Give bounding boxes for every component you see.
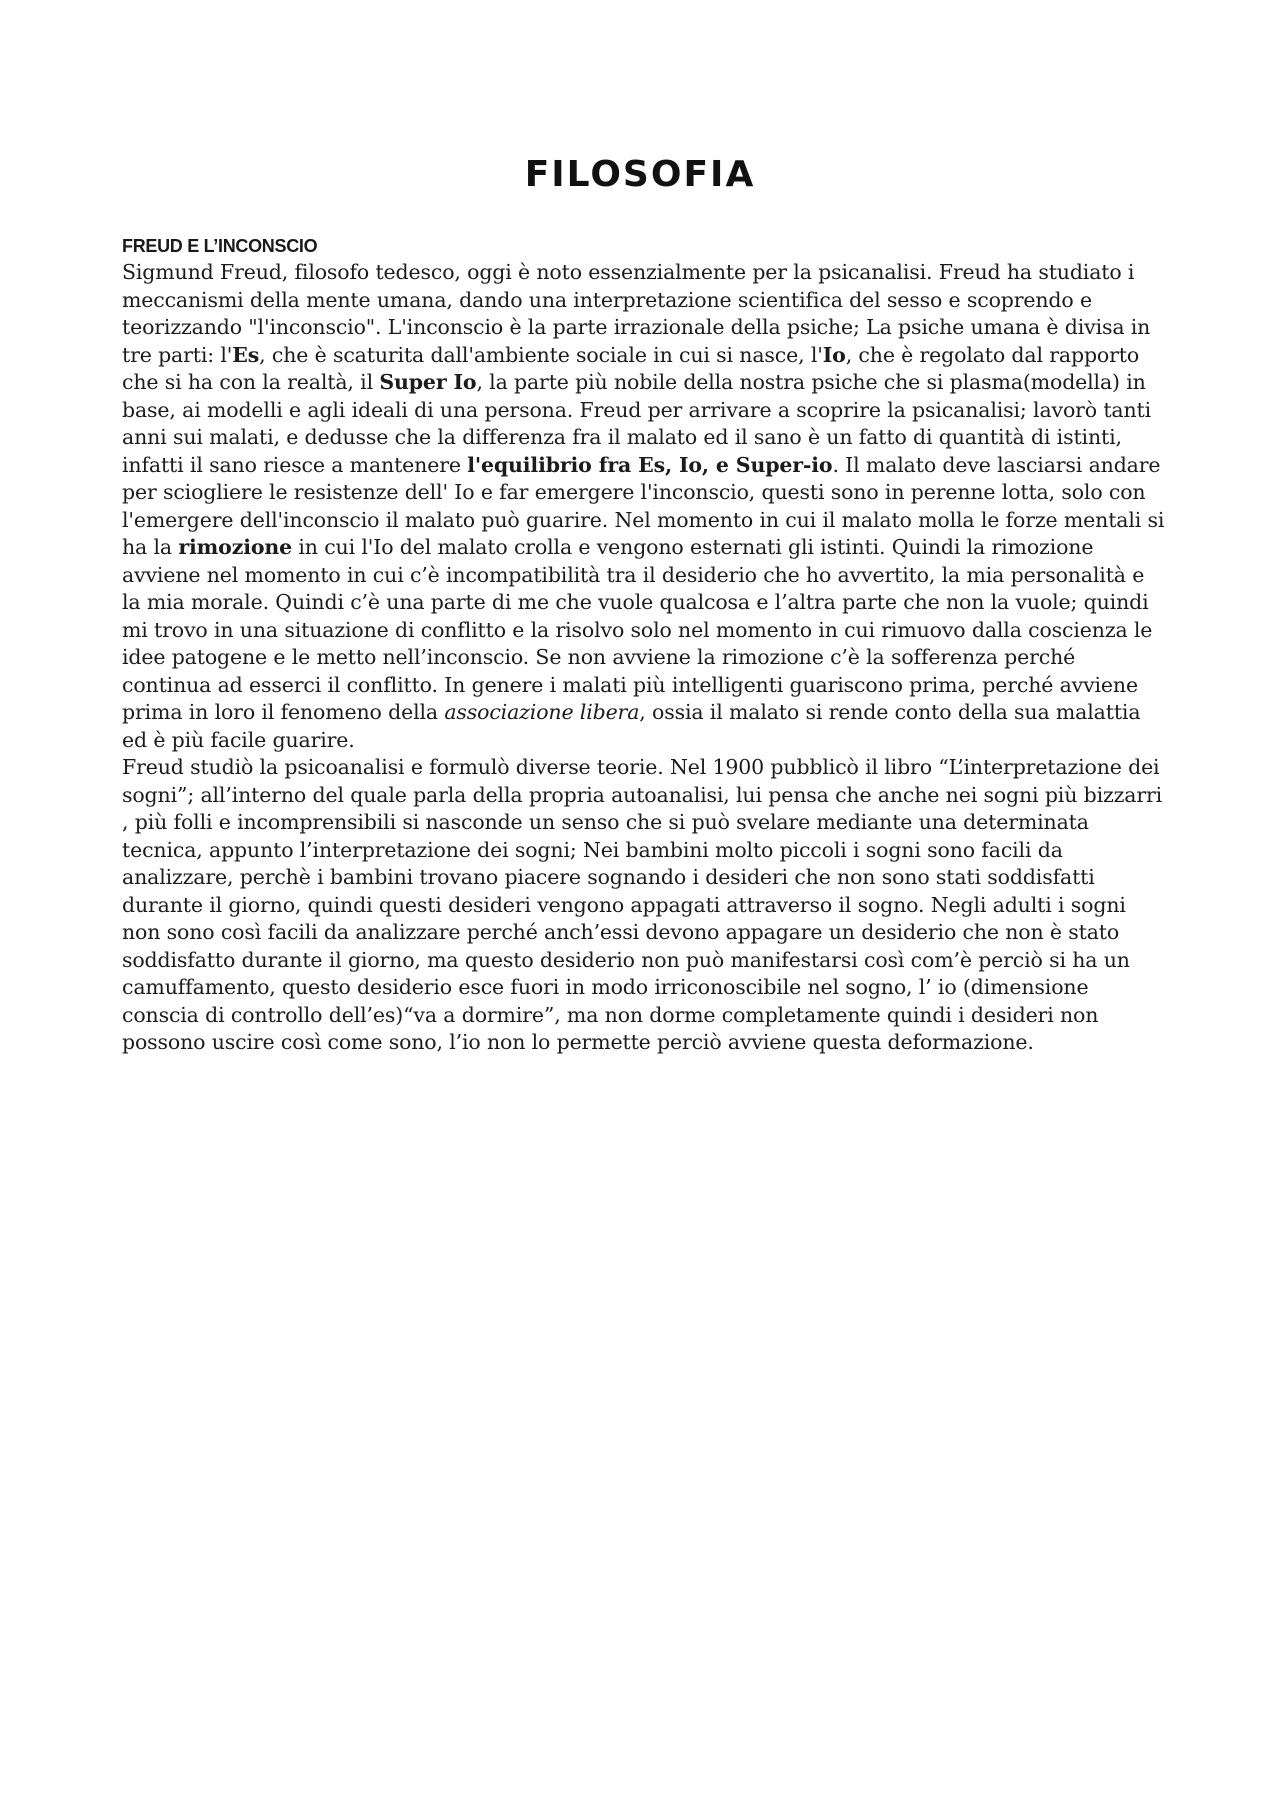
text-run: in cui l'Io del malato crolla e vengono esternati gli istinti. Quindi la rimozione avviene nel momento in cui c’è incompatibilità tra il desiderio che ho avvertito, la mia personalità e la mia morale. Quindi c’è una parte di me che vuole qualcosa e l’altra parte che non la vuole; quindi mi trovo in una situazione di conflitto e la risolvo solo nel momento in cui rimuovo dalla coscienza le idee patogene e le metto nell’inconscio. Se non avviene la rimozione c’è la sofferenza perché continua ad esserci il conflitto. In genere i malati più intelligenti guariscono prima, perché avviene prima in loro il fenomeno della: [122, 535, 1153, 724]
text-run: , che è scaturita dall'ambiente sociale in cui si nasce, l': [259, 342, 823, 367]
page-title: FILOSOFIA: [524, 154, 756, 195]
document-body: [122, 233, 1167, 1057]
paragraph-freud-psiche: [122, 259, 1167, 754]
paragraph-interpretazione-sogni: Freud studiò la psicoanalisi e formulò diverse teorie. Nel 1900 pubblicò il libro “L’interpretazione dei sogni”; all’interno del quale parla della propria autoanalisi, lui pensa che anche nei sogni più bizzarri , più folli e incomprensibili si nasconde un senso che si può svelare mediante una determinata tecnica, appunto l’interpretazione dei sogni; Nei bambini molto piccoli i sogni sono facili da analizzare, perchè i bambini trovano piacere sognando i desideri che non sono stati soddisfatti durante il giorno, quindi questi desideri vengono appagati attraverso il sogno. Negli adulti i sogni non sono così facili da analizzare perché anch’essi devono appagare un desiderio che non è stato soddisfatto durante il giorno, ma questo desiderio non può manifestarsi così com’è perciò si ha un camuffamento, questo desiderio esce fuori in modo irriconoscibile nel sogno, l’ io (dimensione conscia di controllo dell’es)“va a dormire”, ma non dorme completamente quindi i desideri non possono uscire così come sono, l’io non lo permette perciò avviene questa deformazione.: [122, 755, 1163, 1054]
text-run: . Il malato deve lasciarsi andare per sciogliere le resistenze dell' Io e far emergere l'inconscio, questi sono in perenne lotta, solo con l'emergere dell'inconscio il malato può guarire. Nel momento in cui il malato molla le forze mentali si ha la: [122, 452, 1165, 559]
section-heading: FREUD E L’INCONSCIO: [122, 236, 318, 256]
bold-term-es: Es: [232, 342, 260, 367]
text-run: , la parte più nobile della nostra psiche che si plasma(modella) in base, ai modelli e agli ideali di una persona. Freud per arrivare a scoprire la psicanalisi; lavorò tanti anni sui malati, e dedusse che la differenza fra il malato ed il sano è un fatto di quantità di istinti, infatti il sano riesce a mantenere: [122, 370, 1152, 477]
italic-term-associazione-libera: associazione libera: [444, 700, 640, 724]
text-run: Sigmund Freud, filosofo tedesco, oggi è noto essenzialmente per la psicanalisi. Freud ha studiato i meccanismi della mente umana, dando una interpretazione scientifica del sesso e scoprendo e teorizzando "l'inconscio". L'inconscio è la parte irrazionale della psiche; La psiche umana è divisa in tre parti: l': [122, 260, 1151, 367]
bold-term-super-io: Super Io: [379, 370, 477, 394]
bold-term-equilibrio: l'equilibrio fra Es, Io, e Super-io: [467, 452, 833, 477]
text-run: , ossia il malato si rende conto della sua malattia ed è più facile guarire.: [122, 700, 1141, 752]
bold-term-rimozione: rimozione: [178, 535, 292, 559]
text-run: , che è regolato dal rapporto che si ha con la realtà, il: [122, 342, 1140, 394]
bold-term-io: Io: [822, 342, 846, 367]
